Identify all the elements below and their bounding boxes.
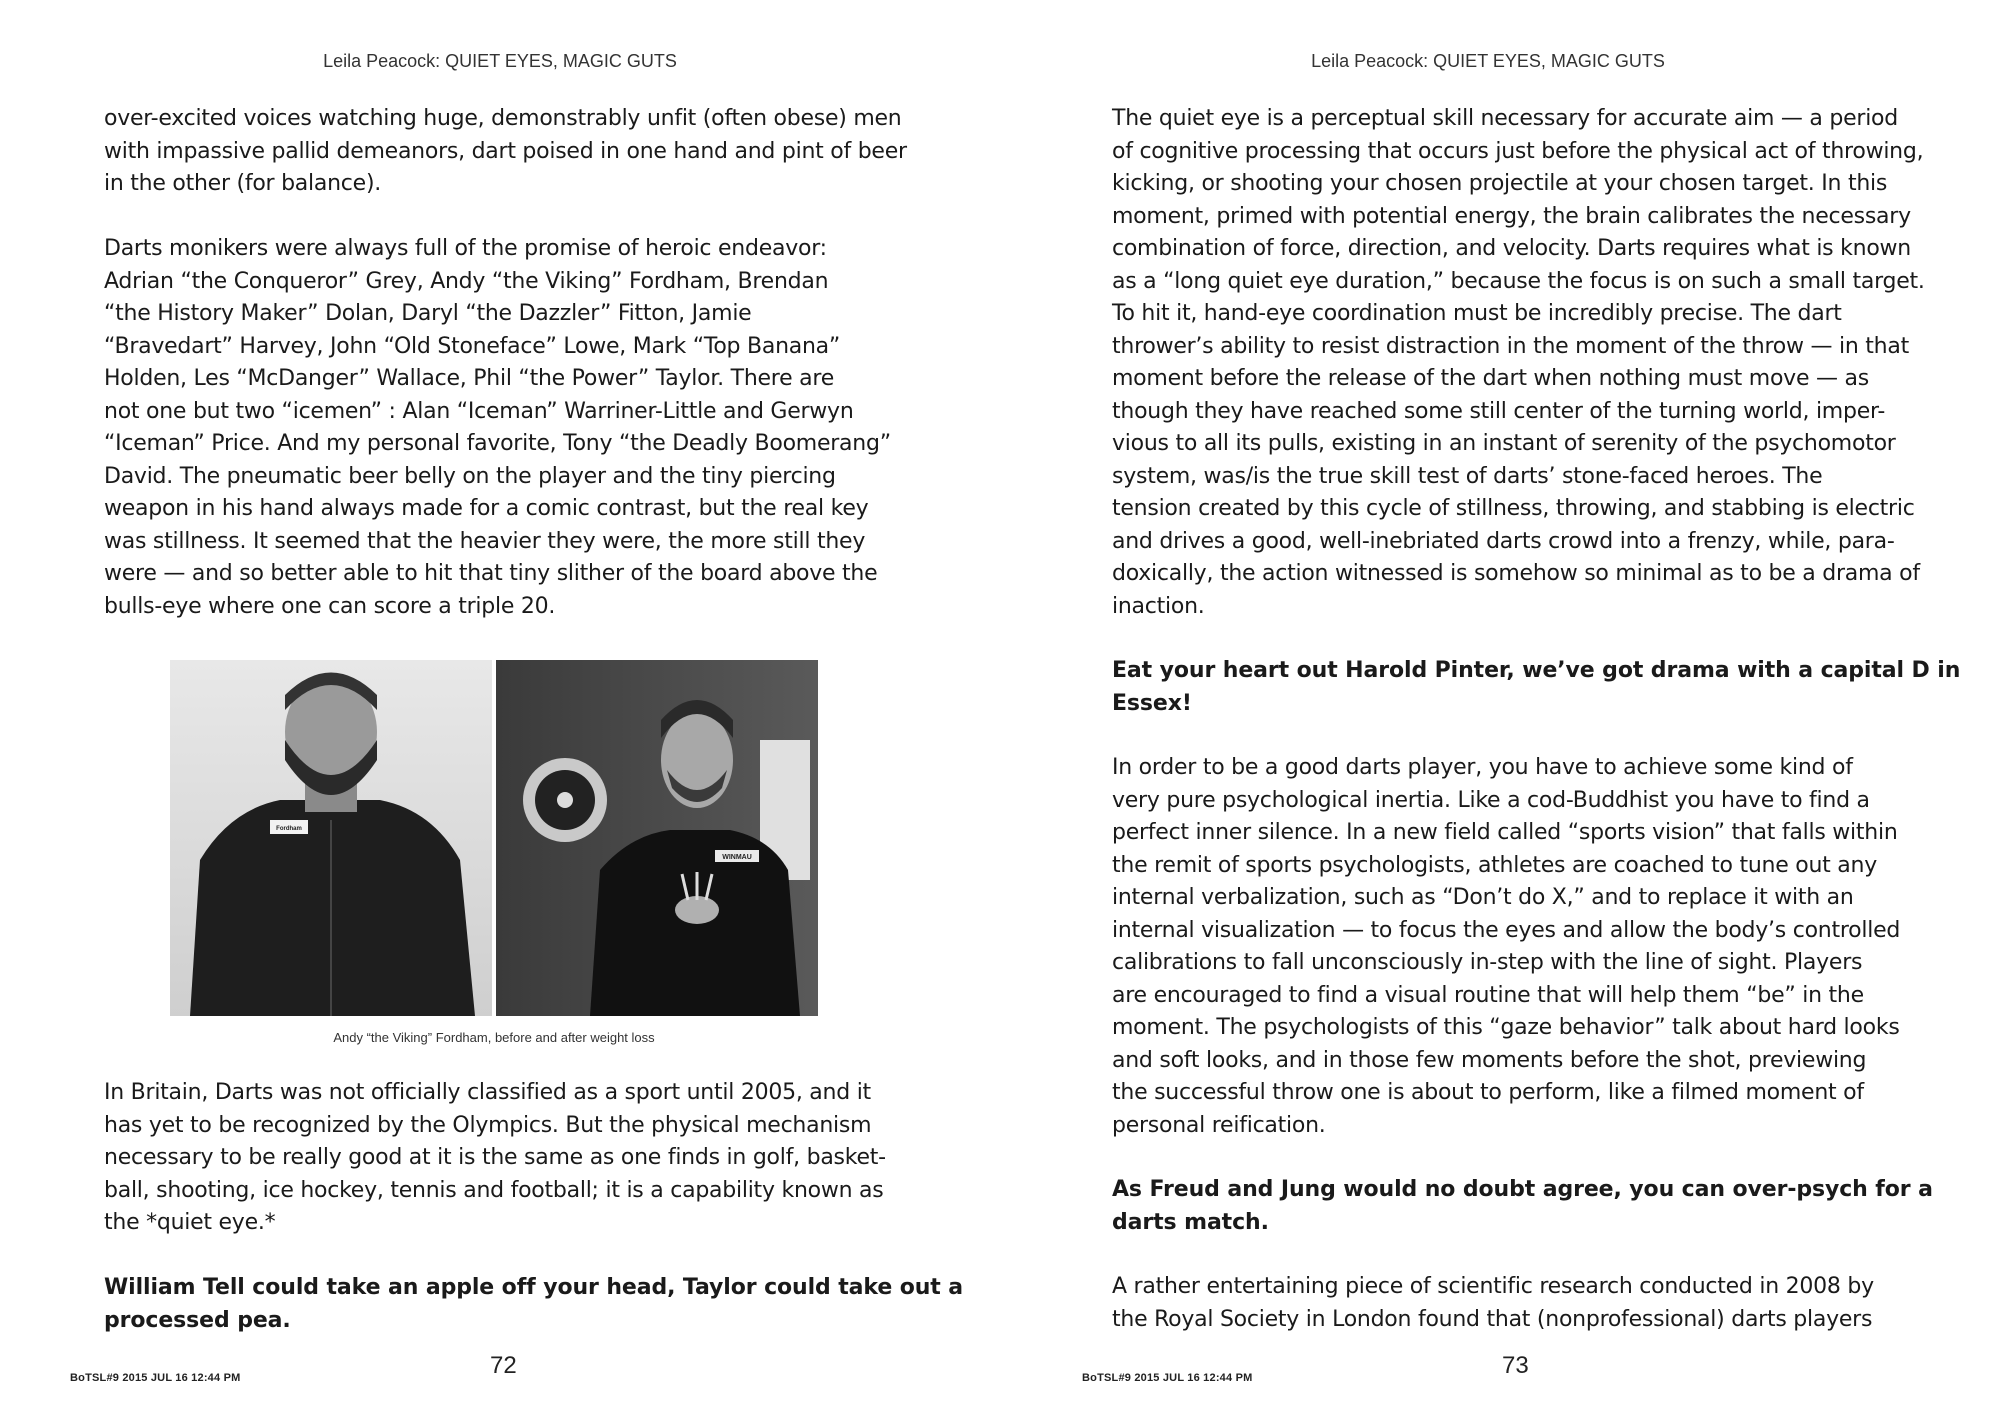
text-line: vious to all its pulls, existing in an instant of serenity of the psychomotor [1112,431,1896,456]
photo-illustration [170,660,818,1016]
right-portrait-hands [675,896,719,924]
page-number-right: 73 [1502,1352,1529,1379]
left-paragraph-1 [104,103,954,201]
text-line: combination of force, direction, and velocity. Darts requires what is known [1112,236,1911,261]
text-line: over-excited voices watching huge, demonstrably unfit (often obese) men [104,106,902,131]
left-paragraph-2 [104,233,954,623]
text-line: personal reification. [1112,1112,1326,1138]
heading-line: darts match. [1112,1209,1269,1235]
text-line: David. The pneumatic beer belly on the player and the tiny piercing [104,463,836,489]
text-line: the successful throw one is about to perform, like a filmed moment of [1112,1080,1864,1105]
text-line: the *quiet eye.* [104,1210,276,1235]
text-line: are encouraged to find a visual routine that will help them “be” in the [1112,982,1864,1008]
text-line: thrower’s ability to resist distraction in the moment of the throw — in that [1112,333,1909,359]
right-page [1012,0,2000,1424]
text-line: were — and so better able to hit that tiny slither of the board above the [104,561,878,586]
text-line: with impassive pallid demeanors, dart poised in one hand and pint of beer [104,138,907,164]
text-line: doxically, the action witnessed is somehow so minimal as to be a drama of [1112,561,1920,586]
text-line: The quiet eye is a perceptual skill necessary for accurate aim — a period [1112,106,1898,131]
fordham-badge-text: Fordham [276,826,302,832]
heading-line: As Freud and Jung would no doubt agree, you can over-psych for a [1112,1177,1933,1202]
right-section-heading-2 [1112,1174,1962,1239]
heading-line: processed pea. [104,1307,291,1333]
text-line: Darts monikers were always full of the promise of heroic endeavor: [104,236,827,261]
text-line: weapon in his hand always made for a comic contrast, but the real key [104,496,869,521]
text-line: moment. The psychologists of this “gaze behavior” talk about hard looks [1112,1015,1900,1040]
text-line: moment, primed with potential energy, the brain calibrates the necessary [1112,203,1911,229]
text-line: not one but two “icemen” : Alan “Iceman” Warriner-Little and Gerwyn [104,398,854,424]
text-line: internal visualization — to focus the eyes and allow the body’s controlled [1112,917,1901,943]
text-line: and soft looks, and in those few moments before the shot, previewing [1112,1047,1867,1073]
text-line: calibrations to fall unconsciously in-step with the line of sight. Players [1112,950,1863,975]
right-paragraph-3 [1112,1271,1962,1336]
text-line: moment before the release of the dart when nothing must move — as [1112,366,1869,391]
heading-line: Eat your heart out Harold Pinter, we’ve got drama with a capital D in [1112,658,1961,683]
text-line: system, was/is the true skill test of darts’ stone-faced heroes. The [1112,463,1823,489]
text-line: the remit of sports psychologists, athletes are coached to tune out any [1112,852,1877,878]
text-line: very pure psychological inertia. Like a cod-Buddhist you have to find a [1112,787,1870,813]
heading-line: Essex! [1112,690,1192,716]
right-paragraph-2 [1112,752,1962,1142]
text-line: Holden, Les “McDanger” Wallace, Phil “the Power” Taylor. There are [104,366,834,391]
text-line: tension created by this cycle of stillness, throwing, and stabbing is electric [1112,496,1915,521]
running-head-left: Leila Peacock: QUIET EYES, MAGIC GUTS [323,51,677,71]
text-line: kicking, or shooting your chosen projectile at your chosen target. In this [1112,171,1888,196]
text-line: has yet to be recognized by the Olympics. But the physical mechanism [104,1112,872,1138]
text-line: though they have reached some still center of the turning world, imper- [1112,398,1886,424]
text-line: and drives a good, well-inebriated darts crowd into a frenzy, while, para- [1112,528,1895,554]
text-line: Adrian “the Conqueror” Grey, Andy “the Viking” Fordham, Brendan [104,268,829,294]
text-line: the Royal Society in London found that (nonprofessional) darts players [1112,1306,1873,1332]
text-line: of cognitive processing that occurs just before the physical act of throwing, [1112,138,1924,164]
text-line: “the History Maker” Dolan, Daryl “the Dazzler” Fitton, Jamie [104,301,752,326]
left-portrait-shirt [190,800,475,1016]
text-line: in the other (for balance). [104,171,382,196]
running-head-right: Leila Peacock: QUIET EYES, MAGIC GUTS [1311,51,1665,71]
heading-line: William Tell could take an apple off your head, Taylor could take out a [104,1275,964,1300]
text-line: A rather entertaining piece of scientific research conducted in 2008 by [1112,1274,1874,1299]
print-slug-left: BoTSL#9 2015 JUL 16 12:44 PM [70,1372,241,1384]
text-line: as a “long quiet eye duration,” because the focus is on such a small target. [1112,268,1925,294]
right-section-heading-1 [1112,655,1962,720]
text-line: bulls-eye where one can score a triple 20. [104,593,556,619]
text-line: “Iceman” Price. And my personal favorite, Tony “the Deadly Boomerang” [104,431,891,456]
text-line: necessary to be really good at it is the same as one finds in golf, basket- [104,1145,886,1170]
print-slug-right: BoTSL#9 2015 JUL 16 12:44 PM [1082,1372,1253,1384]
dartboard-bull [557,792,573,808]
text-line: In order to be a good darts player, you have to achieve some kind of [1112,755,1853,780]
text-line: In Britain, Darts was not officially classified as a sport until 2005, and it [104,1080,871,1105]
text-line: was stillness. It seemed that the heavier they were, the more still they [104,528,866,554]
winmau-badge-text: WINMAU [722,854,752,861]
text-line: inaction. [1112,593,1205,619]
page-number-left: 72 [490,1352,517,1379]
text-line: To hit it, hand-eye coordination must be incredibly precise. The dart [1112,301,1842,326]
left-section-heading [104,1272,964,1337]
left-paragraph-3 [104,1077,954,1240]
photo-caption: Andy “the Viking” Fordham, before and after weight loss [333,1030,655,1045]
text-line: “Bravedart” Harvey, John “Old Stoneface” Lowe, Mark “Top Banana” [104,333,841,359]
right-paragraph-1 [1112,103,1962,623]
text-line: ball, shooting, ice hockey, tennis and football; it is a capability known as [104,1177,884,1203]
text-line: perfect inner silence. In a new field called “sports vision” that falls within [1112,820,1898,845]
fordham-photo [170,660,818,1016]
photo-divider [492,660,496,1016]
text-line: internal verbalization, such as “Don’t do X,” and to replace it with an [1112,885,1854,910]
